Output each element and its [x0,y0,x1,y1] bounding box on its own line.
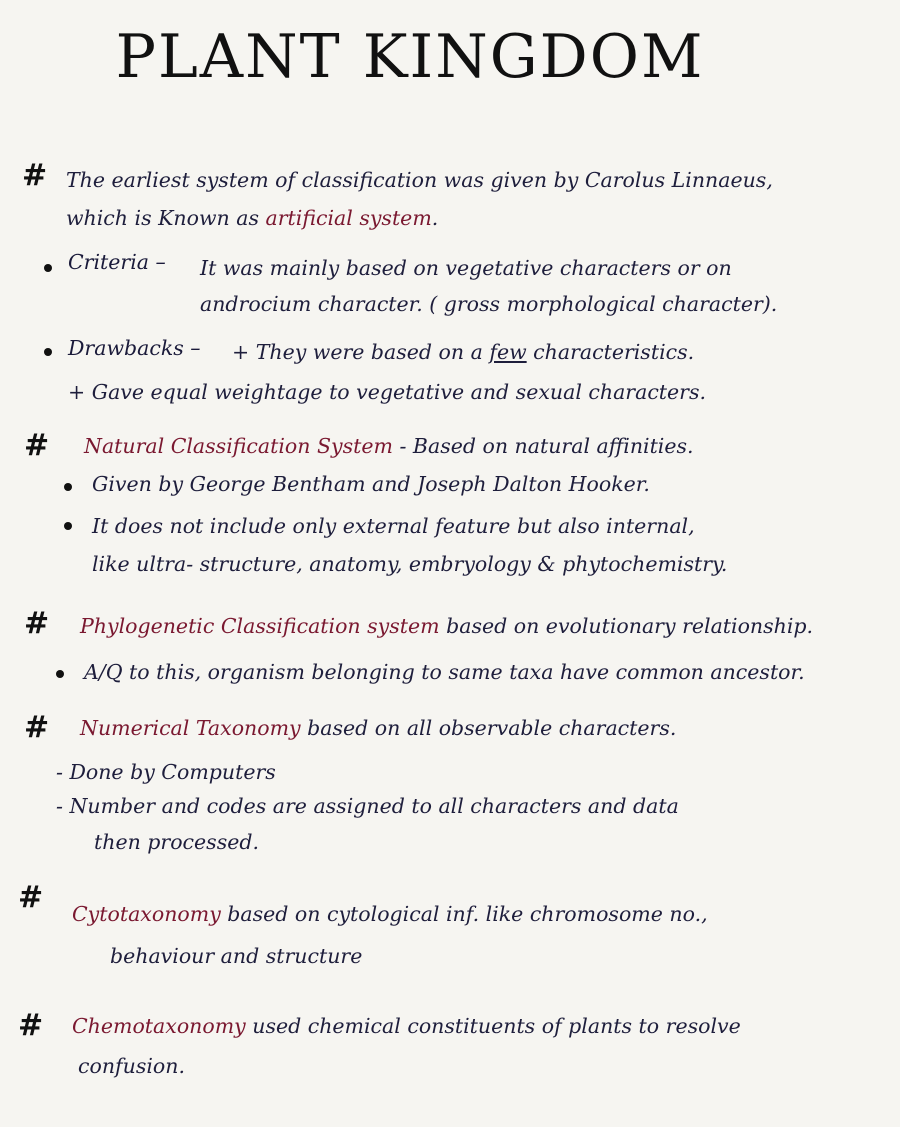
s2-bullet1: Given by George Bentham and Joseph Dalton Hooker. [92,472,650,496]
s4-dash1: - Done by Computers [56,760,276,784]
bullet-dot [44,264,52,272]
bullet-dot [56,670,64,678]
drawbacks-line1-text: + They were based on a [232,340,490,364]
drawbacks-line1 [232,340,694,364]
cytotaxonomy-heading: Cytotaxonomy [72,902,221,926]
criteria-label: Criteria – [68,250,166,274]
s3-bullet1: A/Q to this, organism belonging to same taxa have common ancestor. [84,660,805,684]
s4-dash2-line2: then processed. [94,830,259,854]
hash-marker: # [22,158,48,193]
drawbacks-label: Drawbacks – [68,336,201,360]
s2-heading-rest: - Based on natural affinities. [392,434,694,458]
s6-heading-rest: used chemical constituents of plants to resolve [245,1014,741,1038]
hash-marker: # [18,1008,44,1043]
s2-heading-line [84,434,694,458]
s4-dash2-line1: - Number and codes are assigned to all characters and data [56,794,679,818]
artificial-system-term: artificial system [265,206,432,230]
numerical-taxonomy-heading: Numerical Taxonomy [80,716,301,740]
phylogenetic-heading: Phylogenetic Classification system [80,614,440,638]
drawbacks-line1-end: characteristics. [526,340,695,364]
hash-marker: # [24,428,50,463]
s1-line1: The earliest system of classification was given by Carolus Linnaeus, [66,168,773,192]
s2-bullet2-line1: It does not include only external feature but also internal, [92,514,695,538]
s4-heading-rest: based on all observable characters. [300,716,677,740]
few-underlined: few [489,340,527,364]
s6-line2: confusion. [78,1054,185,1078]
hash-marker: # [24,606,50,641]
natural-classification-heading: Natural Classification System [84,434,393,458]
s5-heading-rest: based on cytological inf. like chromosome no., [220,902,708,926]
page-title: PLANT KINGDOM [115,22,705,92]
s6-heading-line [72,1014,741,1038]
s4-heading-line [80,716,676,740]
s5-heading-line [72,902,708,926]
s1-line2-text: which is Known as [66,206,266,230]
hash-marker: # [24,710,50,745]
s2-bullet2-line2: like ultra- structure, anatomy, embryology & phytochemistry. [92,552,728,576]
bullet-dot [44,348,52,356]
s3-heading-rest: based on evolutionary relationship. [439,614,814,638]
chemotaxonomy-heading: Chemotaxonomy [72,1014,246,1038]
criteria-line2: androcium character. ( gross morphological character). [200,292,778,316]
hash-marker: # [18,880,44,915]
s1-line2 [66,206,438,230]
s3-heading-line [80,614,813,638]
s5-line2: behaviour and structure [110,944,363,968]
drawbacks-line2: + Gave equal weightage to vegetative and sexual characters. [68,380,707,404]
criteria-line1: It was mainly based on vegetative characters or on [200,256,732,280]
bullet-dot [64,522,72,530]
bullet-dot [64,483,72,491]
s1-line2-end: . [431,206,439,230]
